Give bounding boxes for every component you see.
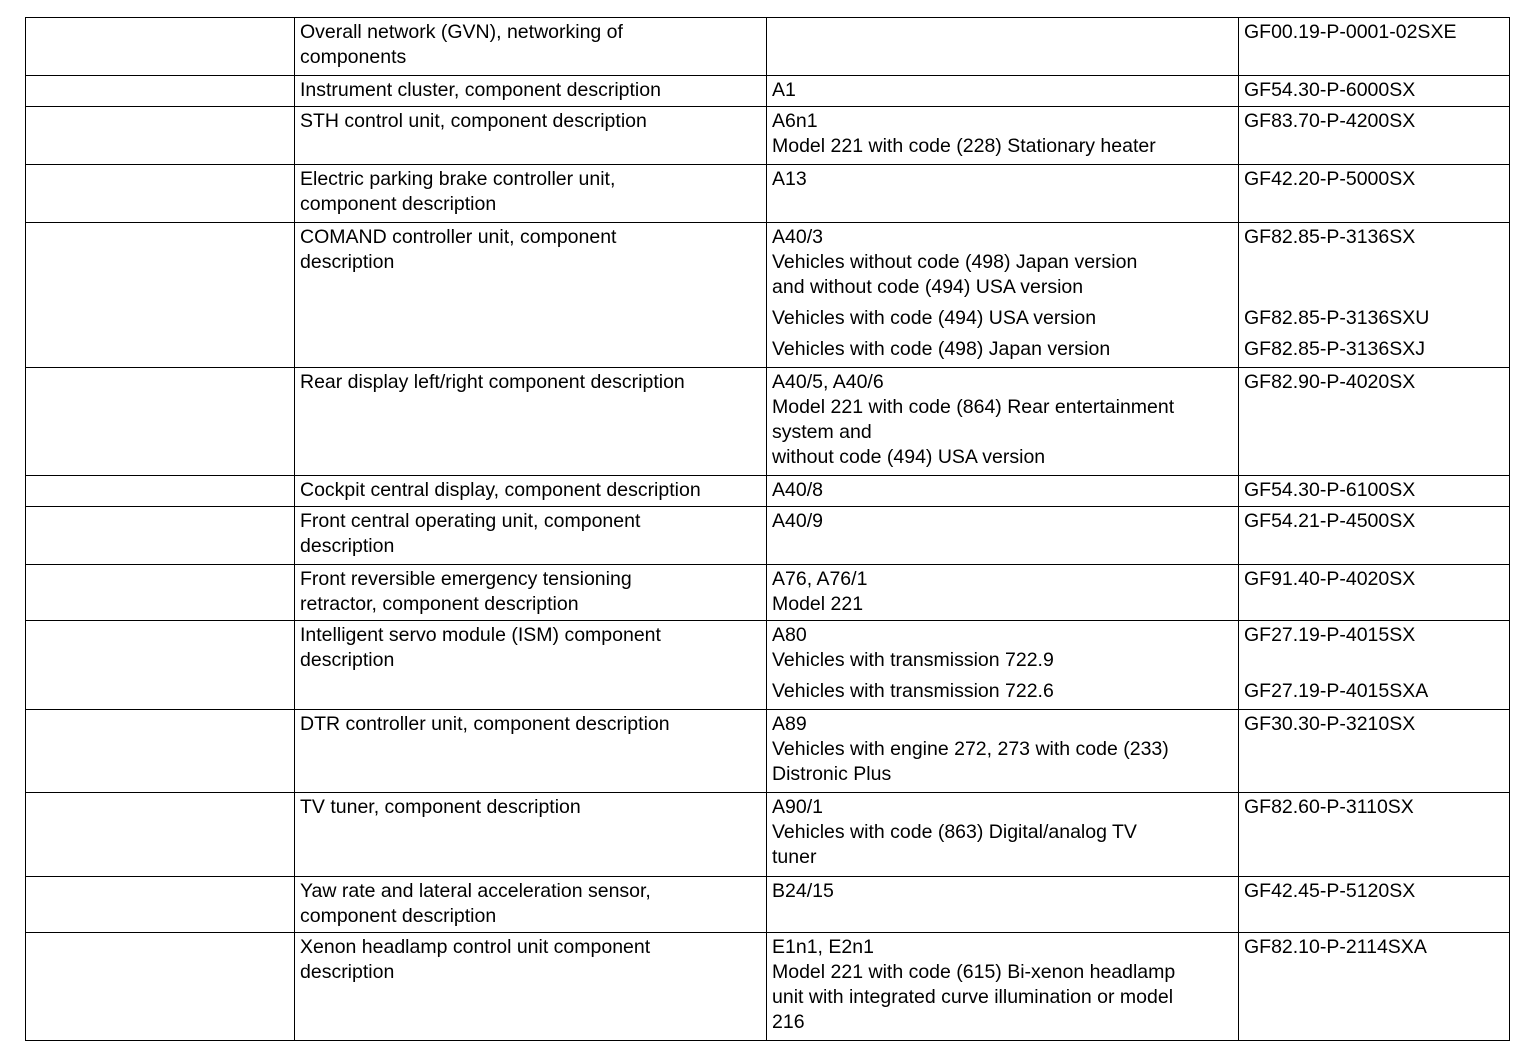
component-cell: A1: [767, 76, 1239, 107]
component-cell: A6n1 Model 221 with code (228) Stationary heater: [767, 107, 1239, 165]
component-cell: A80 Vehicles with transmission 722.9 Vehicles with transmission 722.6: [767, 621, 1239, 710]
blank-cell: [26, 877, 295, 933]
component-cell: A40/5, A40/6 Model 221 with code (864) Rear entertainment system and without code (494) USA version: [767, 368, 1239, 476]
document-cell: GF83.70-P-4200SX: [1239, 107, 1510, 165]
description-cell: Intelligent servo module (ISM) component description: [295, 621, 767, 710]
description-cell: Front reversible emergency tensioning retractor, component description: [295, 565, 767, 621]
document-cell: GF82.85-P-3136SX GF82.85-P-3136SXU GF82.85-P-3136SXJ: [1239, 223, 1510, 368]
description-cell: COMAND controller unit, component description: [295, 223, 767, 368]
description-cell: STH control unit, component description: [295, 107, 767, 165]
blank-cell: [26, 165, 295, 223]
table-row: [26, 933, 1510, 1041]
table-row: [26, 710, 1510, 793]
component-cell: A76, A76/1 Model 221: [767, 565, 1239, 621]
description-cell: Rear display left/right component description: [295, 368, 767, 476]
document-cell: GF82.60-P-3110SX: [1239, 793, 1510, 877]
blank-cell: [26, 18, 295, 76]
table-row: [26, 165, 1510, 223]
component-cell: A40/8: [767, 476, 1239, 507]
blank-cell: [26, 223, 295, 368]
table-row: [26, 476, 1510, 507]
description-cell: Instrument cluster, component description: [295, 76, 767, 107]
blank-cell: [26, 793, 295, 877]
document-cell: GF27.19-P-4015SX GF27.19-P-4015SXA: [1239, 621, 1510, 710]
document-cell: GF82.90-P-4020SX: [1239, 368, 1510, 476]
table-row: [26, 18, 1510, 76]
blank-cell: [26, 107, 295, 165]
component-cell: A89 Vehicles with engine 272, 273 with code (233) Distronic Plus: [767, 710, 1239, 793]
reference-table: [25, 17, 1510, 1041]
blank-cell: [26, 368, 295, 476]
document-cell: GF54.21-P-4500SX: [1239, 507, 1510, 565]
table-row: [26, 76, 1510, 107]
blank-cell: [26, 507, 295, 565]
blank-cell: [26, 76, 295, 107]
document-cell: GF42.45-P-5120SX: [1239, 877, 1510, 933]
component-cell: E1n1, E2n1 Model 221 with code (615) Bi-xenon headlamp unit with integrated curve illumination or model 216: [767, 933, 1239, 1041]
component-cell: B24/15: [767, 877, 1239, 933]
document-cell: GF00.19-P-0001-02SXE: [1239, 18, 1510, 76]
table-row: [26, 565, 1510, 621]
table-row: [26, 793, 1510, 877]
document-cell: GF54.30-P-6100SX: [1239, 476, 1510, 507]
document-cell: GF54.30-P-6000SX: [1239, 76, 1510, 107]
blank-cell: [26, 710, 295, 793]
table-row: [26, 621, 1510, 710]
component-cell: A90/1 Vehicles with code (863) Digital/analog TV tuner: [767, 793, 1239, 877]
document-cell: GF42.20-P-5000SX: [1239, 165, 1510, 223]
document-cell: GF82.10-P-2114SXA: [1239, 933, 1510, 1041]
blank-cell: [26, 476, 295, 507]
table-row: [26, 877, 1510, 933]
document-cell: GF30.30-P-3210SX: [1239, 710, 1510, 793]
component-cell: A40/9: [767, 507, 1239, 565]
table-row: [26, 507, 1510, 565]
blank-cell: [26, 933, 295, 1041]
description-cell: Cockpit central display, component description: [295, 476, 767, 507]
component-cell: A40/3 Vehicles without code (498) Japan version and without code (494) USA version Vehicles with code (494) USA version Vehicles with code (498) Japan version: [767, 223, 1239, 368]
description-cell: TV tuner, component description: [295, 793, 767, 877]
description-cell: DTR controller unit, component description: [295, 710, 767, 793]
description-cell: Front central operating unit, component description: [295, 507, 767, 565]
component-cell: A13: [767, 165, 1239, 223]
blank-cell: [26, 621, 295, 710]
description-cell: Yaw rate and lateral acceleration sensor, component description: [295, 877, 767, 933]
table-row: [26, 223, 1510, 368]
document-cell: GF91.40-P-4020SX: [1239, 565, 1510, 621]
table-row: [26, 368, 1510, 476]
blank-cell: [26, 565, 295, 621]
table-row: [26, 107, 1510, 165]
component-cell: [767, 18, 1239, 76]
description-cell: Xenon headlamp control unit component description: [295, 933, 767, 1041]
description-cell: Electric parking brake controller unit, component description: [295, 165, 767, 223]
description-cell: Overall network (GVN), networking of components: [295, 18, 767, 76]
